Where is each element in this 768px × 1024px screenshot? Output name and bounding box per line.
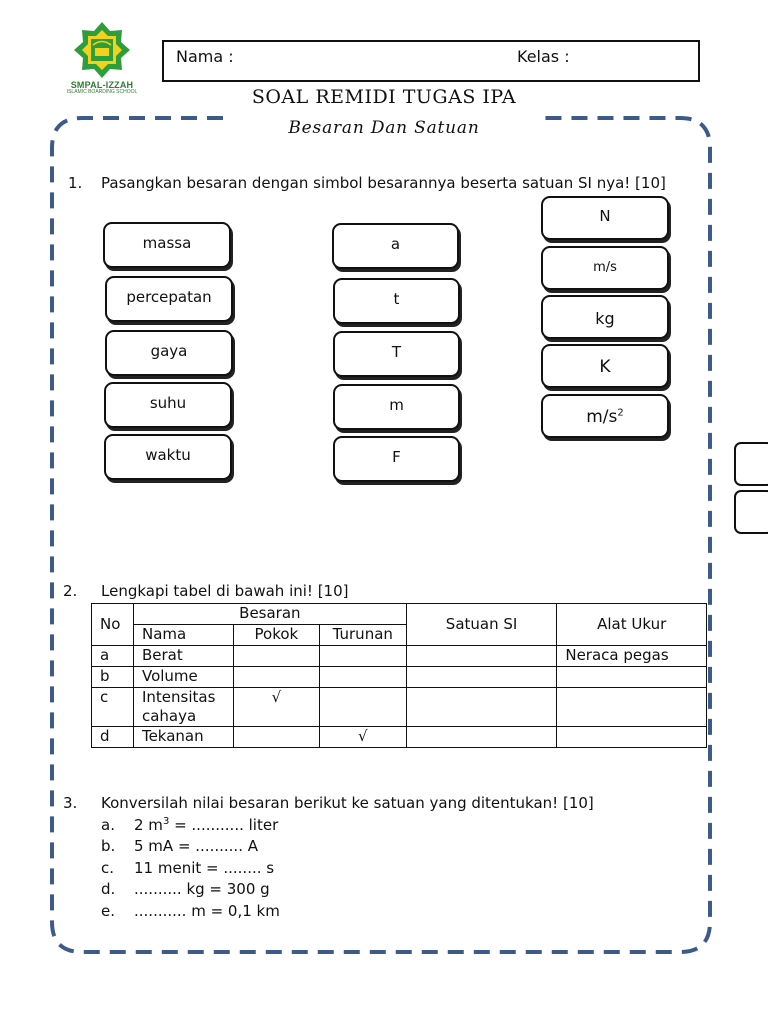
cell-no: c xyxy=(92,688,134,727)
q3-item-pre: 11 menit = ........ s xyxy=(134,859,275,877)
page-subtitle: Besaran Dan Satuan xyxy=(288,118,480,138)
quantity-label: percepatan xyxy=(126,288,212,306)
unit-label: K xyxy=(599,357,611,377)
cell-turunan[interactable] xyxy=(319,688,406,727)
cell-nama: Volume xyxy=(133,667,233,688)
q3-item xyxy=(101,816,278,834)
cell-turunan[interactable]: √ xyxy=(319,727,406,748)
q3-item-pre: 5 mA = .......... A xyxy=(134,837,258,855)
q1-text: Pasangkan besaran dengan simbol besarannya beserta satuan SI nya! [10] xyxy=(101,174,666,192)
cell-no: b xyxy=(92,667,134,688)
q3-item-letter: d. xyxy=(101,880,116,898)
symbol-label: F xyxy=(392,448,401,466)
cell-nama: Tekanan xyxy=(133,727,233,748)
unit-label: N xyxy=(599,207,611,225)
header-pokok: Pokok xyxy=(233,625,319,646)
quantity-card[interactable] xyxy=(103,222,231,268)
header-turunan: Turunan xyxy=(319,625,406,646)
header-alat: Alat Ukur xyxy=(557,604,707,646)
table-row xyxy=(92,667,707,688)
cell-alat[interactable] xyxy=(557,667,707,688)
extra-card[interactable] xyxy=(734,490,768,534)
unit-card[interactable] xyxy=(541,295,669,339)
quantity-card[interactable] xyxy=(105,276,233,322)
student-info-box xyxy=(162,40,700,82)
symbol-card[interactable] xyxy=(333,384,460,430)
cell-satuan[interactable] xyxy=(406,646,557,667)
name-label: Nama : xyxy=(176,47,234,66)
cell-alat[interactable]: Neraca pegas xyxy=(557,646,707,667)
cell-no: a xyxy=(92,646,134,667)
cell-satuan[interactable] xyxy=(406,667,557,688)
q3-item-sup: 3 xyxy=(162,816,170,827)
quantity-label: waktu xyxy=(145,446,191,464)
cell-nama: Intensitas cahaya xyxy=(133,688,233,727)
page-title: SOAL REMIDI TUGAS IPA xyxy=(251,86,517,108)
table-row xyxy=(92,646,707,667)
quantities-table xyxy=(91,603,707,748)
cell-satuan[interactable] xyxy=(406,688,557,727)
unit-label: m/s xyxy=(586,407,618,427)
header-no: No xyxy=(92,604,134,646)
table-row xyxy=(92,727,707,748)
header-besaran: Besaran xyxy=(133,604,406,625)
symbol-label: T xyxy=(391,343,402,361)
cell-satuan[interactable] xyxy=(406,727,557,748)
q3-item-letter: e. xyxy=(101,902,115,920)
class-label: Kelas : xyxy=(517,47,570,66)
symbol-label: t xyxy=(393,290,400,308)
quantity-label: gaya xyxy=(150,342,188,360)
symbol-card[interactable] xyxy=(333,331,460,377)
unit-card[interactable] xyxy=(541,246,669,290)
unit-label: kg xyxy=(595,309,615,328)
q3-item xyxy=(101,880,270,898)
q3-text: Konversilah nilai besaran berikut ke satuan yang ditentukan! [10] xyxy=(101,794,594,812)
quantity-card[interactable] xyxy=(104,382,232,428)
unit-card[interactable] xyxy=(541,196,669,240)
q1-number: 1. xyxy=(68,174,83,192)
cell-pokok[interactable]: √ xyxy=(233,688,319,727)
table-row xyxy=(92,688,707,727)
symbol-card[interactable] xyxy=(332,223,459,269)
cell-nama: Berat xyxy=(133,646,233,667)
extra-card[interactable] xyxy=(734,442,768,486)
header-nama: Nama xyxy=(133,625,233,646)
quantity-label: massa xyxy=(142,234,192,252)
cell-alat[interactable] xyxy=(557,688,707,727)
q3-item-post: = ........... liter xyxy=(169,816,279,834)
q3-number: 3. xyxy=(63,794,78,812)
header-satuan: Satuan SI xyxy=(406,604,557,646)
unit-superscript: 2 xyxy=(617,407,624,419)
cell-alat[interactable] xyxy=(557,727,707,748)
quantity-card[interactable] xyxy=(104,434,232,480)
quantity-label: suhu xyxy=(149,394,187,412)
symbol-card[interactable] xyxy=(333,278,460,324)
q2-number: 2. xyxy=(63,582,78,600)
quantity-card[interactable] xyxy=(105,330,233,376)
q3-item-pre: .......... kg = 300 g xyxy=(134,880,270,898)
cell-pokok[interactable] xyxy=(233,646,319,667)
q3-item xyxy=(101,902,280,920)
unit-label: m/s xyxy=(593,260,617,275)
cell-turunan[interactable] xyxy=(319,646,406,667)
q3-item-letter: a. xyxy=(101,816,115,834)
q3-item-pre: 2 m xyxy=(134,816,163,834)
q3-item-letter: c. xyxy=(101,859,115,877)
q3-item-pre: ........... m = 0,1 km xyxy=(134,902,280,920)
unit-card[interactable] xyxy=(541,394,669,438)
q3-item-letter: b. xyxy=(101,837,116,855)
cell-no: d xyxy=(92,727,134,748)
cell-pokok[interactable] xyxy=(233,727,319,748)
logo-school-subtitle: ISLAMIC BOARDING SCHOOL xyxy=(66,89,138,95)
q2-text: Lengkapi tabel di bawah ini! [10] xyxy=(101,582,349,600)
logo-school-name: SMPAL-IZZAH xyxy=(70,80,134,90)
symbol-label: a xyxy=(390,235,401,253)
cell-turunan[interactable] xyxy=(319,667,406,688)
q3-item xyxy=(101,837,258,855)
unit-card[interactable] xyxy=(541,344,669,388)
cell-pokok[interactable] xyxy=(233,667,319,688)
symbol-label: m xyxy=(389,396,404,414)
symbol-card[interactable] xyxy=(333,436,460,482)
q3-item xyxy=(101,859,274,877)
